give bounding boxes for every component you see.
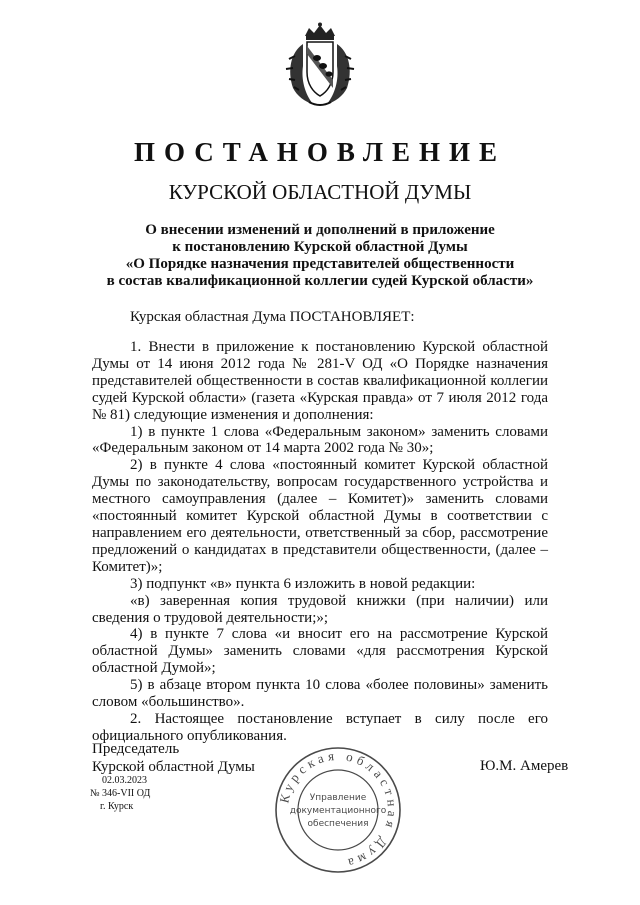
signer-title: Курской областной Думы (92, 759, 255, 775)
body-paragraph: 1. Внести в приложение к постановлению Курской областной Думы от 14 июня 2012 года № 281-V ОД «О Порядке назначения представителей общественности в состав квалификационной коллегии судей Курской области» (газета «Курская правда» от 7 июля 2012 года № 81) следующие изменения и дополнения: (92, 339, 548, 423)
body-paragraph: «в) заверенная копия трудовой книжки (при наличии) или сведения о трудовой деятельности;»; (92, 592, 548, 626)
subject-line: в состав квалификационной коллегии судей Курской области» (106, 273, 534, 289)
body-paragraph: 2. Настоящее постановление вступает в силу после его официального опубликования. (92, 710, 548, 744)
document-date: 02.03.2023 (102, 775, 147, 786)
document-type-title: ПОСТАНОВЛЕНИЕ (133, 137, 507, 167)
document-number: № 346-VII ОД (90, 788, 151, 799)
body-paragraph: 3) подпункт «в» пункта 6 изложить в новой редакции: (130, 575, 476, 592)
document-subject (80, 222, 560, 290)
issuing-organization: КУРСКОЙ ОБЛАСТНОЙ ДУМЫ (168, 180, 472, 204)
subject-line: к постановлению Курской областной Думы (172, 239, 468, 255)
stamp-inner-line: обеспечения (307, 819, 369, 829)
subject-line: «О Порядке назначения представителей общественности (125, 256, 515, 272)
stamp-ring-text: Курская областная Дума (276, 747, 401, 872)
document-body (92, 339, 548, 745)
coat-of-arms-icon (283, 22, 357, 108)
signer-title: Председатель (92, 741, 180, 757)
signature-block (92, 740, 255, 776)
body-paragraph: 2) в пункте 4 слова «постоянный комитет Курской областной Думы по законодательству, вопросам государственного устройства и местного самоуправления (далее – Комитет)» заменить словами «постоянный комитет Курской областной Думы в соответствии с направлением его деятельности, ответственный за сбор, рассмотрение предложений о кандидатах в представители общественности, (далее – Комитет)»; (92, 457, 548, 575)
body-paragraph: 1) в пункте 1 слова «Федеральным законом» заменить словами «Федеральным законом от 14 марта 2002 года № 30»; (92, 423, 548, 457)
body-paragraph: 4) в пункте 7 слова «и вносит его на рассмотрение Курской областной Думы» заменить словами «для рассмотрения Курской областной Думой»; (92, 626, 548, 677)
subject-line: О внесении изменений и дополнений в приложение (145, 222, 495, 238)
signer-name: Ю.М. Амерев (480, 758, 569, 774)
document-metadata (90, 774, 150, 813)
official-stamp (272, 744, 404, 876)
body-paragraph: 5) в абзаце втором пункта 10 слова «более половины» заменить словом «большинство». (92, 677, 548, 711)
preamble: Курская областная Дума ПОСТАНОВЛЯЕТ: (130, 309, 415, 325)
stamp-inner-line: Управление (309, 793, 367, 803)
stamp-inner-line: документационного (289, 806, 387, 816)
document-city: г. Курск (100, 801, 134, 812)
